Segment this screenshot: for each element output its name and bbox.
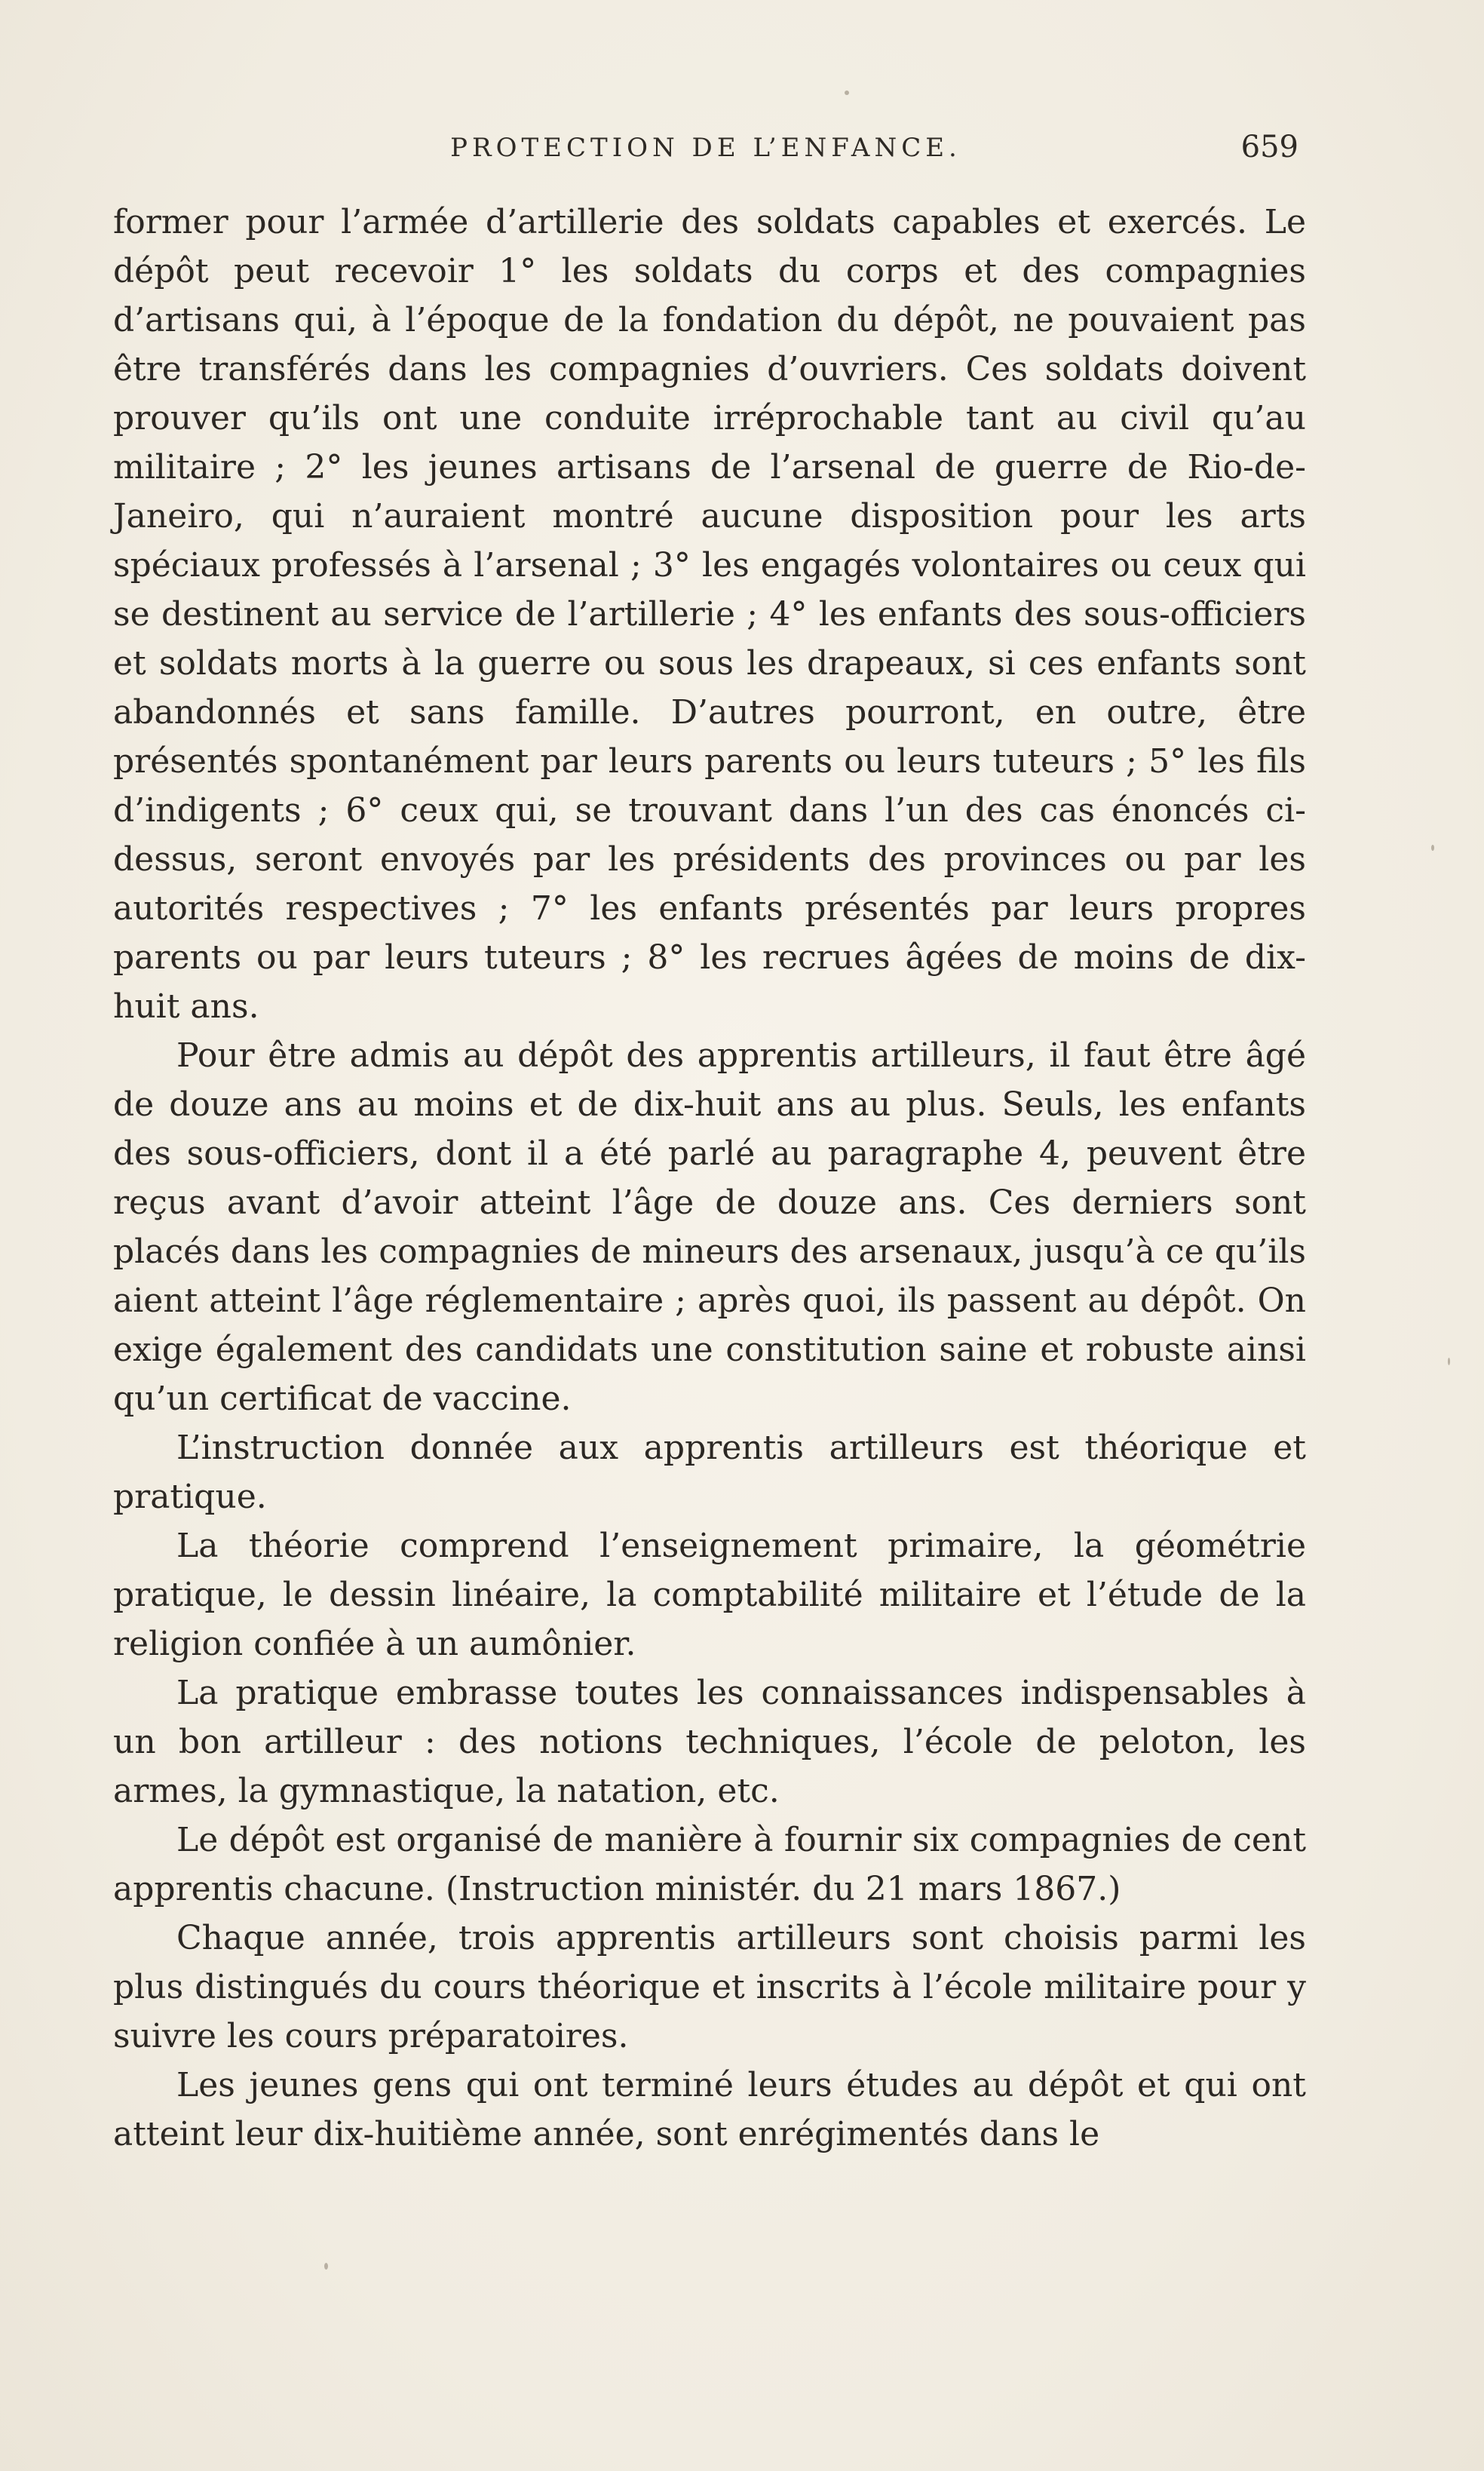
paragraph-enlistment: Les jeunes gens qui ont terminé leurs études au dépôt et qui ont atteint leur dix-huitième année, sont enrégimentés dans le bbox=[113, 2066, 1306, 2153]
paragraph-practice: La pratique embrasse toutes les connaissances indispensables à un bon artilleur : des notions techniques, l’école de peloton, les armes, la gymnastique, la natation, etc. bbox=[113, 1674, 1306, 1810]
paragraph-continuation: former pour l’armée d’artillerie des soldats capables et exercés. Le dépôt peut recevoir 1° les soldats du corps et des compagnies d’artisans qui, à l’époque de la fondation du dépôt, ne pouvaient pas être transférés dans les compagnies d’ouvriers. Ces soldats doivent prouver qu’ils ont une conduite irréprochable tant au civil qu’au militaire ; 2° les jeunes artisans de l’arsenal de guerre de Rio-de-Janeiro, qui n’auraient montré aucune disposition pour les arts spéciaux professés à l’arsenal ; 3° les engagés volontaires ou ceux qui se destinent au service de l’artillerie ; 4° les enfants des sous-officiers et soldats morts à la guerre ou sous les drapeaux, si ces enfants sont abandonnés et sans famille. D’autres pourront, en outre, être présentés spontanément par leurs parents ou leurs tuteurs ; 5° les fils d’indigents ; 6° ceux qui, se trouvant dans l’un des cas énoncés ci-dessus, seront envoyés par les présidents des provinces ou par les autorités respectives ; 7° les enfants présentés par leurs propres parents ou par leurs tuteurs ; 8° les recrues âgées de moins de dix-huit ans. bbox=[113, 203, 1306, 1026]
paper-speck bbox=[845, 91, 849, 95]
paragraph-instruction: L’instruction donnée aux apprentis artilleurs est théorique et pratique. bbox=[113, 1429, 1306, 1516]
paper-speck bbox=[324, 2263, 328, 2270]
paragraph-theory: La théorie comprend l’enseignement primaire, la géométrie pratique, le dessin linéaire, la comptabilité militaire et l’étude de la religion confiée à un aumônier. bbox=[113, 1527, 1306, 1663]
paper-speck bbox=[1448, 1358, 1450, 1365]
body-text bbox=[113, 198, 1306, 2159]
paragraph-military-school: Chaque année, trois apprentis artilleurs sont choisis parmi les plus distingués du cours théorique et inscrits à l’école militaire pour y suivre les cours préparatoires. bbox=[113, 1919, 1306, 2055]
paragraph-organization: Le dépôt est organisé de manière à fournir six compagnies de cent apprentis chacune. (Instruction ministér. du 21 mars 1867.) bbox=[113, 1821, 1306, 1908]
paragraph-admission: Pour être admis au dépôt des apprentis artilleurs, il faut être âgé de douze ans au moins et de dix-huit ans au plus. Seuls, les enfants des sous-officiers, dont il a été parlé au paragraphe 4, peuvent être reçus avant d’avoir atteint l’âge de douze ans. Ces derniers sont placés dans les compagnies de mineurs des arsenaux, jusqu’à ce qu’ils aient atteint l’âge réglementaire ; après quoi, ils passent au dépôt. On exige également des candidats une constitution saine et robuste ainsi qu’un certificat de vaccine. bbox=[113, 1036, 1306, 1418]
page-header bbox=[113, 127, 1298, 172]
page-number: 659 bbox=[1240, 130, 1298, 164]
paper-speck bbox=[1431, 845, 1434, 851]
running-head: PROTECTION DE L’ENFANCE. bbox=[450, 133, 961, 163]
